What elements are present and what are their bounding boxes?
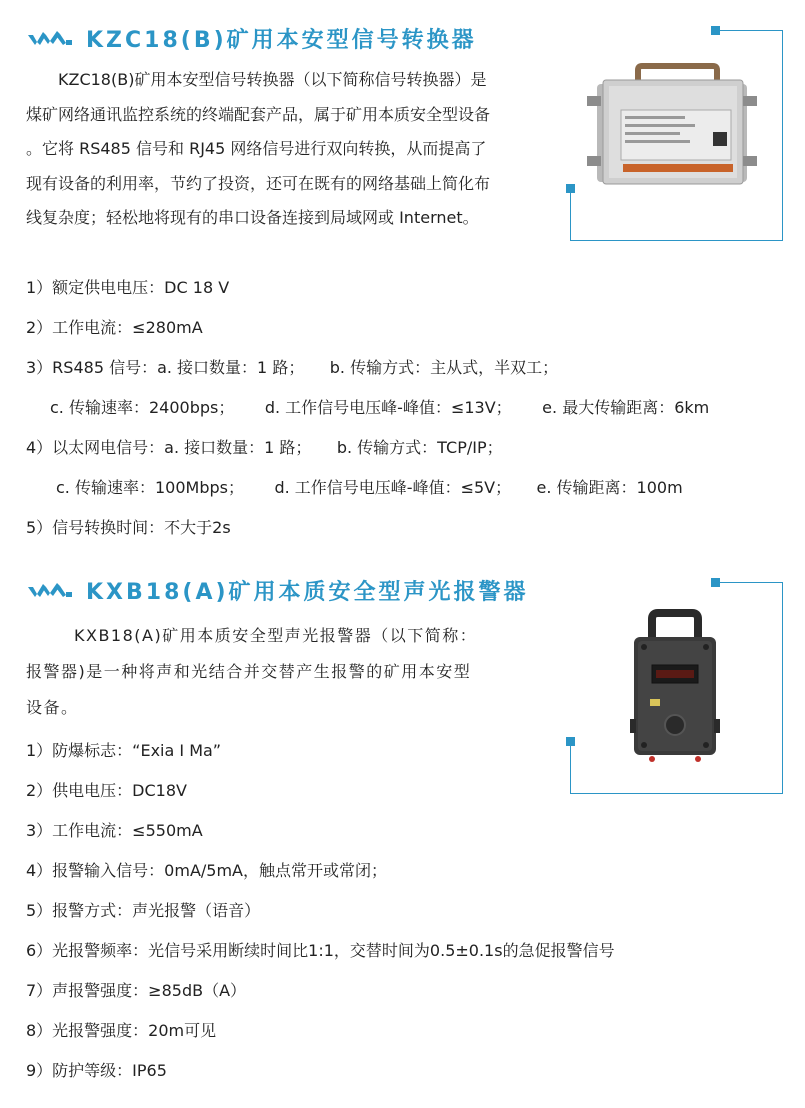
wave-logo-icon xyxy=(28,581,74,599)
intro-line: 现有设备的利用率，节约了投资，还可在既有的网络基础上简化布 xyxy=(26,173,491,193)
spec-item: 8）光报警强度：20m可见 xyxy=(26,1021,217,1040)
intro-line: 线复杂度；轻松地将现有的串口设备连接到局域网或 Internet。 xyxy=(26,208,479,227)
alarm-device-image xyxy=(630,607,720,765)
spec-item: 5）报警方式：声光报警（语音） xyxy=(26,901,261,920)
frame-corner-marker xyxy=(711,578,720,587)
section2-intro xyxy=(26,618,546,726)
spec-item: 6）光报警频率：光信号采用断续时间比1:1，交替时间为0.5±0.1s的急促报警信号 xyxy=(26,941,615,960)
spec-item: 7）声报警强度：≥85dB（A） xyxy=(26,981,247,1000)
spec-item: 9）防护等级：IP65 xyxy=(26,1061,167,1080)
frame-corner-marker xyxy=(711,26,720,35)
spec-item: 4）以太网电信号：a. 接口数量：1 路； b. 传输方式：TCP/IP； xyxy=(26,438,503,457)
wave-logo-icon xyxy=(28,29,74,47)
spec-item: 1）额定供电电压：DC 18 V xyxy=(26,278,230,297)
spec-item: c. 传输速率：2400bps； d. 工作信号电压峰-峰值：≤13V； e. 最大传输距离：6km xyxy=(50,398,710,417)
image-frame-bottom xyxy=(570,188,783,241)
intro-line: KXB18(A)矿用本质安全型声光报警器（以下简称： xyxy=(74,626,478,645)
frame-corner-marker xyxy=(566,184,575,193)
spec-item: c. 传输速率：100Mbps； d. 工作信号电压峰-峰值：≤5V； e. 传输距离：100m xyxy=(56,478,683,497)
section1-intro xyxy=(26,63,546,236)
intro-line: 煤矿网络通讯监控系统的终端配套产品，属于矿用本质安全型设备 xyxy=(26,104,491,124)
intro-line: 。它将 RS485 信号和 RJ45 网络信号进行双向转换，从而提高了 xyxy=(26,139,487,158)
spec-item: 3）RS485 信号：a. 接口数量：1 路； b. 传输方式：主从式，半双工； xyxy=(26,358,559,377)
spec-item: 5）信号转换时间：不大于2s xyxy=(26,518,231,537)
intro-line: 报警器)是一种将声和光结合并交替产生报警的矿用本安型 xyxy=(26,662,472,681)
section1-heading xyxy=(28,23,477,53)
spec-item: 1）防爆标志：“Exia I Ma” xyxy=(26,741,222,760)
signal-converter-image xyxy=(583,60,760,190)
spec-item: 2）工作电流：≤280mA xyxy=(26,318,203,337)
intro-line: 设备。 xyxy=(26,698,79,717)
spec-item: 4）报警输入信号：0mA/5mA，触点常开或常闭； xyxy=(26,861,387,880)
section2-heading xyxy=(28,575,529,605)
section2-title: KXB18(A)矿用本质安全型声光报警器 xyxy=(86,579,529,605)
spec-item: 2）供电电压：DC18V xyxy=(26,781,187,800)
spec-item: 3）工作电流：≤550mA xyxy=(26,821,203,840)
frame-corner-marker xyxy=(566,737,575,746)
intro-line: KZC18(B)矿用本安型信号转换器（以下简称信号转换器）是 xyxy=(58,70,487,89)
section1-title: KZC18(B)矿用本安型信号转换器 xyxy=(86,27,477,53)
